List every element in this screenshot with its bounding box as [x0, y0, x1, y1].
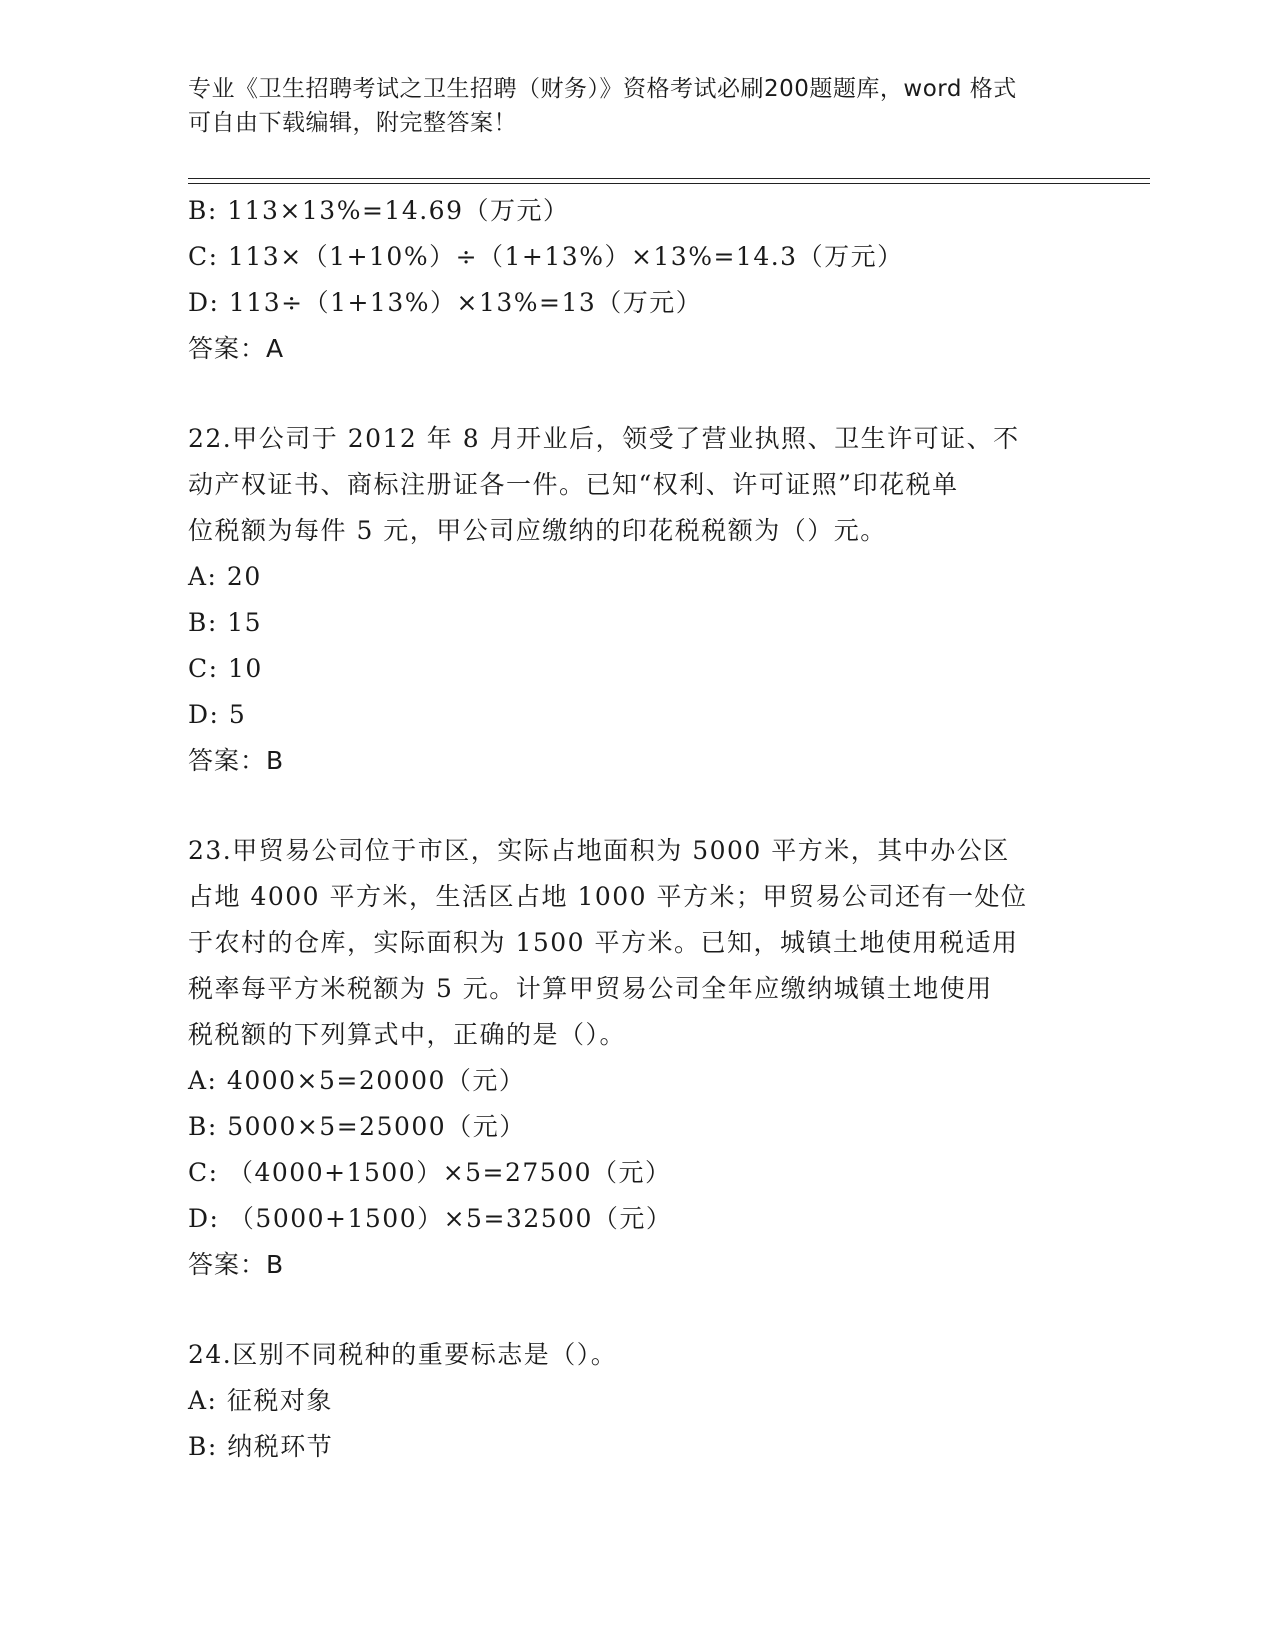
- option-a: A: 20: [188, 562, 262, 591]
- option-d: D: 5: [188, 700, 247, 729]
- question-stem-line: 于农村的仓库，实际面积为 1500 平方米。已知，城镇土地使用税适用: [188, 928, 1019, 957]
- answer: 答案：A: [188, 334, 285, 363]
- header-divider-bottom: [188, 183, 1150, 184]
- question-stem-line: 位税额为每件 5 元，甲公司应缴纳的印花税税额为（）元。: [188, 516, 887, 545]
- question-23: [188, 828, 1088, 1288]
- answer: 答案：B: [188, 1250, 285, 1279]
- option-a: A: 4000×5=20000（元）: [188, 1066, 526, 1095]
- option-b: B: 5000×5=25000（元）: [188, 1112, 526, 1141]
- question-24: [188, 1332, 1088, 1470]
- question-22: [188, 416, 1088, 784]
- header-line-2: 可自由下载编辑，附完整答案！: [188, 110, 517, 136]
- document-body: [188, 188, 1088, 1470]
- question-21-tail: [188, 188, 1088, 372]
- option-d: D: （5000+1500）×5=32500（元）: [188, 1204, 673, 1233]
- option-c: C: 113×（1+10%）÷（1+13%）×13%=14.3（万元）: [188, 242, 904, 271]
- option-c: C: （4000+1500）×5=27500（元）: [188, 1158, 672, 1187]
- option-a: A: 征税对象: [188, 1386, 333, 1415]
- option-c: C: 10: [188, 654, 263, 683]
- question-stem-line: 税税额的下列算式中，正确的是（）。: [188, 1020, 627, 1049]
- question-stem-line: 23.甲贸易公司位于市区，实际占地面积为 5000 平方米，其中办公区: [188, 836, 1010, 865]
- option-d: D: 113÷（1+13%）×13%=13（万元）: [188, 288, 703, 317]
- question-stem-line: 占地 4000 平方米，生活区占地 1000 平方米；甲贸易公司还有一处位: [188, 882, 1028, 911]
- header-line-1: 专业《卫生招聘考试之卫生招聘（财务）》资格考试必刷200题题库，word 格式: [188, 76, 1017, 102]
- option-b: B: 113×13%=14.69（万元）: [188, 196, 570, 225]
- question-stem-line: 税率每平方米税额为 5 元。计算甲贸易公司全年应缴纳城镇土地使用: [188, 974, 993, 1003]
- question-stem-line: 24.区别不同税种的重要标志是（）。: [188, 1340, 618, 1369]
- answer: 答案：B: [188, 746, 285, 775]
- question-stem-line: 22.甲公司于 2012 年 8 月开业后，领受了营业执照、卫生许可证、不: [188, 424, 1020, 453]
- question-stem-line: 动产权证书、商标注册证各一件。已知“权利、许可证照”印花税单: [188, 470, 959, 499]
- option-b: B: 15: [188, 608, 263, 637]
- header-divider-top: [188, 178, 1150, 179]
- page-header: [188, 72, 1068, 140]
- option-b: B: 纳税环节: [188, 1432, 334, 1461]
